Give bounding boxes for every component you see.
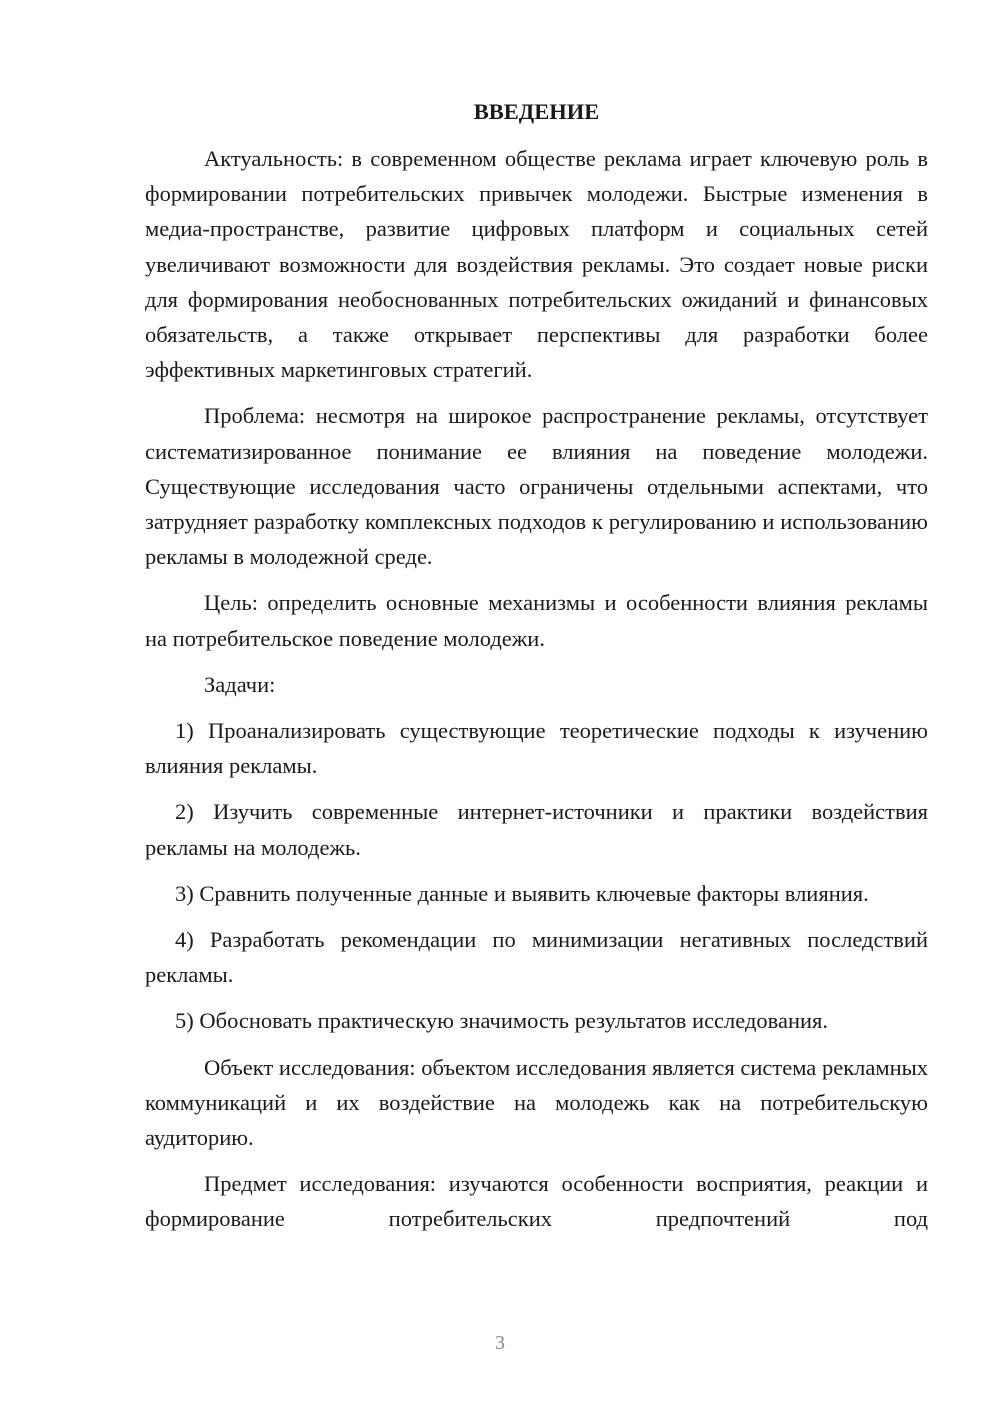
task-item-5: 5) Обосновать практическую значимость результатов исследования. bbox=[175, 1008, 829, 1034]
problem-paragraph: Проблема: несмотря на широкое распространение рекламы, отсутствует систематизированное понимание ее влияния на поведение молодежи. Существующие исследования часто ограничены отдельными аспектами, что затрудняет разработку комплексных подходов к регулированию и использованию рекламы в молодежной среде. bbox=[145, 403, 928, 570]
relevance-paragraph: Актуальность: в современном обществе реклама играет ключевую роль в формировании потребительских привычек молодежи. Быстрые изменения в медиа-пространстве, развитие цифровых платформ и социальных сетей увеличивают возможности для воздействия рекламы. Это создает новые риски для формирования необоснованных потребительских ожиданий и финансовых обязательств, а также открывает перспективы для разработки более эффективных маркетинговых стратегий. bbox=[145, 146, 928, 383]
object-paragraph: Объект исследования: объектом исследования является система рекламных коммуникаций и их воздействие на молодежь как на потребительскую аудиторию. bbox=[145, 1054, 928, 1151]
task-item-3: 3) Сравнить полученные данные и выявить ключевые факторы влияния. bbox=[175, 880, 869, 906]
document-page bbox=[145, 94, 928, 1248]
subject-paragraph: Предмет исследования: изучаются особенности восприятия, реакции и формирование потребительских предпочтений под bbox=[145, 1171, 928, 1232]
section-heading: ВВЕДЕНИЕ bbox=[473, 99, 600, 124]
task-item-2: 2) Изучить современные интернет-источники и практики воздействия рекламы на молодежь. bbox=[145, 799, 928, 860]
task-item-4: 4) Разработать рекомендации по минимизации негативных последствий рекламы. bbox=[145, 927, 928, 988]
tasks-label: Задачи: bbox=[204, 671, 276, 697]
goal-paragraph: Цель: определить основные механизмы и особенности влияния рекламы на потребительское поведение молодежи. bbox=[145, 590, 928, 651]
task-item-1: 1) Проанализировать существующие теоретические подходы к изучению влияния рекламы. bbox=[145, 718, 928, 779]
page-number: 3 bbox=[495, 1332, 505, 1354]
